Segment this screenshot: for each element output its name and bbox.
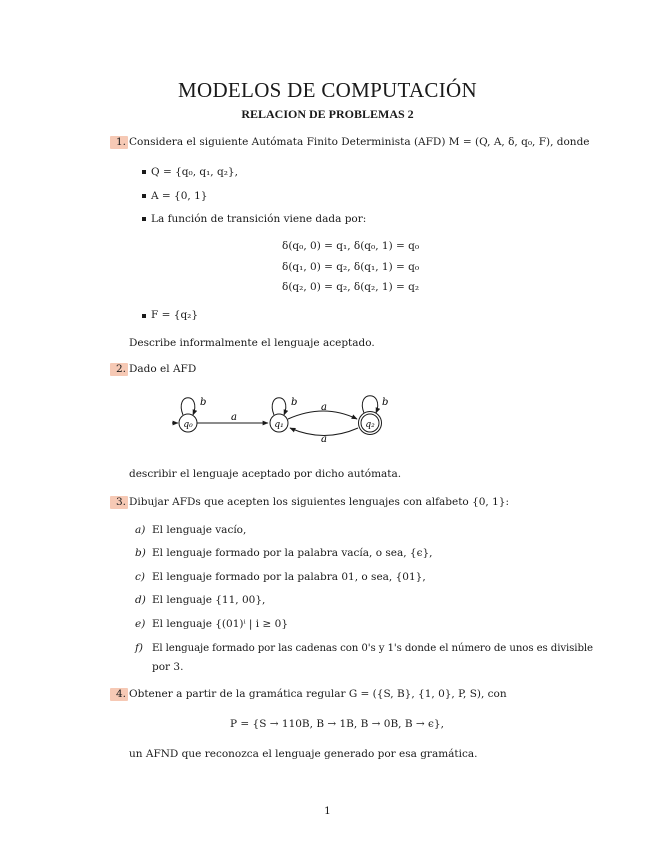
problem-4-intro: Obtener a partir de la gramática regular G = ({S, B}, {1, 0}, P, S), con [129,688,507,700]
problem-4-production: P = {S → 110B, B → 1B, B → 0B, B → ϵ}, [230,718,444,730]
loop-label-q1: b [291,397,298,408]
problem-4-question: un AFND que reconozca el lenguaje generado por esa gramática. [129,748,478,760]
loop-q1 [272,398,286,415]
problem-1-question: Describe informalmente el lenguaje aceptado. [129,337,375,349]
problem-1-bullet-a: A = {0, 1} [151,190,208,202]
item-label-f: f) [135,642,143,654]
item-label-c: c) [135,571,145,583]
loop-q2 [362,396,377,413]
item-text-a: El lenguaje vacío, [152,524,247,536]
problem-1-bullet-delta: La función de transición viene dada por: [151,213,367,225]
edge-label-q1-q2: a [321,402,327,413]
problem-1-bullet-q: Q = {q₀, q₁, q₂}, [151,166,238,178]
problem-2-number: 2. [110,363,128,376]
item-text-c: El lenguaje formado por la palabra 01, o sea, {01}, [152,571,426,583]
edge-label-q2-q1: a [321,434,327,445]
problem-1-bullet-f: F = {q₂} [151,309,199,321]
item-text-f: El lenguaje formado por las cadenas con 0's y 1's donde el número de unos es divisible [152,643,593,654]
transition-row-q1: δ(q₁, 0) = q₂, δ(q₁, 1) = q₀ [282,261,420,273]
item-label-e: e) [135,618,146,630]
page-title: MODELOS DE COMPUTACIÓN [178,78,477,102]
state-label-q0: q₀ [183,420,193,430]
loop-label-q0: b [200,397,207,408]
problem-3-number: 3. [110,496,128,509]
problem-2-intro: Dado el AFD [129,363,197,375]
state-label-q1: q₁ [274,420,284,430]
loop-q0 [181,398,195,415]
item-label-d: d) [135,594,146,606]
transition-row-q0: δ(q₀, 0) = q₁, δ(q₀, 1) = q₀ [282,240,420,252]
item-label-b: b) [135,547,146,559]
page-subtitle: RELACION DE PROBLEMAS 2 [241,107,414,121]
problem-1-number: 1. [110,136,128,149]
item-text-f-continued: por 3. [152,661,184,673]
problem-1-intro: Considera el siguiente Autómata Finito Determinista (AFD) M = (Q, A, δ, q₀, F), donde [129,136,590,148]
problem-3-intro: Dibujar AFDs que acepten los siguientes lenguajes con alfabeto {0, 1}: [129,496,510,508]
state-label-q2: q₂ [365,420,375,430]
loop-label-q2: b [382,397,389,408]
page-number: 1 [324,805,331,817]
problem-2-question: describir el lenguaje aceptado por dicho autómata. [129,468,402,480]
item-label-a: a) [135,524,146,536]
transition-row-q2: δ(q₂, 0) = q₂, δ(q₂, 1) = q₂ [282,281,420,293]
problem-4-number: 4. [110,688,128,701]
item-text-e: El lenguaje {(01)ⁱ | i ≥ 0} [152,618,288,630]
edge-label-q0-q1: a [231,412,237,423]
item-text-d: El lenguaje {11, 00}, [152,594,266,606]
item-text-b: El lenguaje formado por la palabra vacía, o sea, {ϵ}, [152,547,433,559]
